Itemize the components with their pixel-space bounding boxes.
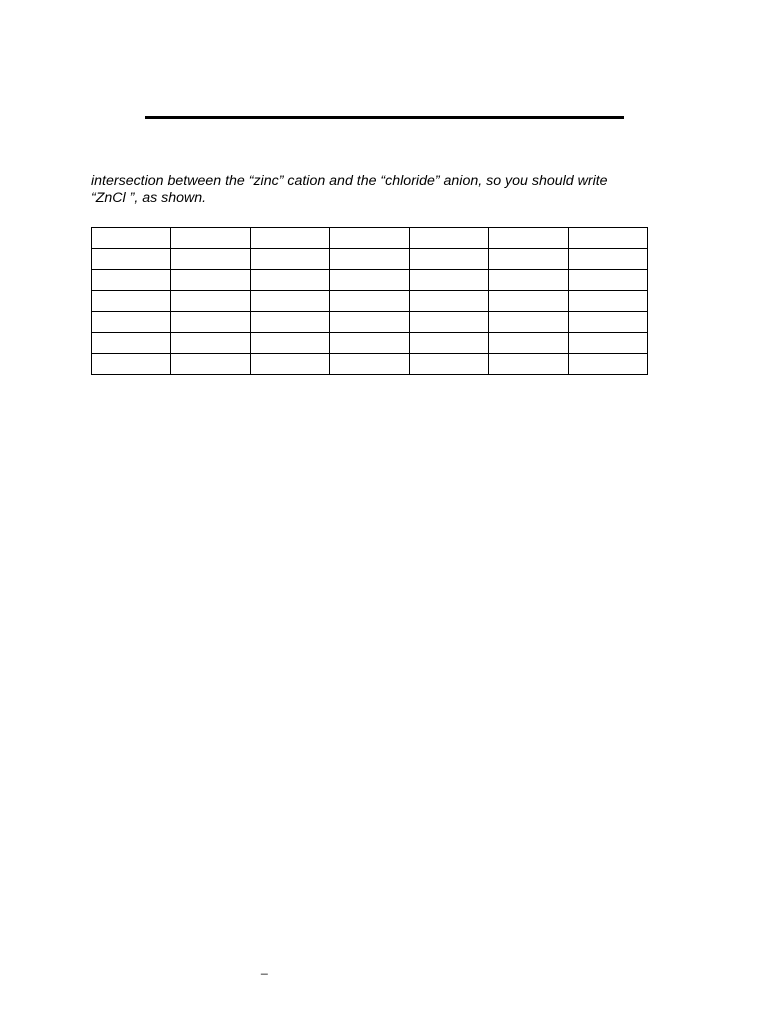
table-row — [92, 354, 648, 375]
table-cell — [409, 354, 488, 375]
table-cell — [568, 228, 647, 249]
table-cell — [250, 291, 329, 312]
table-cell — [250, 354, 329, 375]
table-cell — [330, 354, 409, 375]
table-cell — [330, 312, 409, 333]
table-cell — [330, 228, 409, 249]
table-cell — [92, 354, 171, 375]
table-cell — [568, 354, 647, 375]
table-cell — [171, 249, 250, 270]
table-cell — [489, 249, 568, 270]
table-cell — [409, 270, 488, 291]
body-paragraph — [91, 173, 671, 207]
table-cell — [250, 333, 329, 354]
table-cell — [250, 312, 329, 333]
table-cell — [489, 291, 568, 312]
table-row — [92, 291, 648, 312]
table-cell — [92, 312, 171, 333]
table-row — [92, 249, 648, 270]
table-cell — [409, 228, 488, 249]
table-row — [92, 228, 648, 249]
table-cell — [568, 249, 647, 270]
table-cell — [489, 354, 568, 375]
table-row — [92, 333, 648, 354]
table-cell — [489, 228, 568, 249]
table-cell — [171, 354, 250, 375]
heading-rule — [145, 116, 624, 119]
table-cell — [330, 249, 409, 270]
table-cell — [568, 291, 647, 312]
table-cell — [489, 270, 568, 291]
table-cell — [568, 270, 647, 291]
table-cell — [250, 249, 329, 270]
table-cell — [568, 312, 647, 333]
table-cell — [330, 270, 409, 291]
table-cell — [171, 291, 250, 312]
table-cell — [409, 249, 488, 270]
table-cell — [92, 228, 171, 249]
footer-mark: _ — [261, 961, 268, 975]
table-cell — [489, 333, 568, 354]
table-cell — [250, 270, 329, 291]
table-cell — [92, 291, 171, 312]
table-cell — [92, 249, 171, 270]
table-cell — [330, 333, 409, 354]
table-cell — [409, 291, 488, 312]
table-cell — [171, 270, 250, 291]
table-cell — [250, 228, 329, 249]
table-cell — [171, 312, 250, 333]
table-cell — [409, 312, 488, 333]
table-cell — [489, 312, 568, 333]
paragraph-line-2: “ZnCl ”, as shown. — [91, 190, 207, 206]
table-cell — [92, 333, 171, 354]
table-cell — [171, 333, 250, 354]
table-cell — [409, 333, 488, 354]
table-cell — [92, 270, 171, 291]
paragraph-line-1: intersection between the “zinc” cation and the “chloride” anion, so you should write — [91, 173, 608, 189]
table-row — [92, 270, 648, 291]
ionic-compound-table — [91, 227, 648, 375]
table-cell — [171, 228, 250, 249]
table-row — [92, 312, 648, 333]
table-cell — [568, 333, 647, 354]
table-cell — [330, 291, 409, 312]
